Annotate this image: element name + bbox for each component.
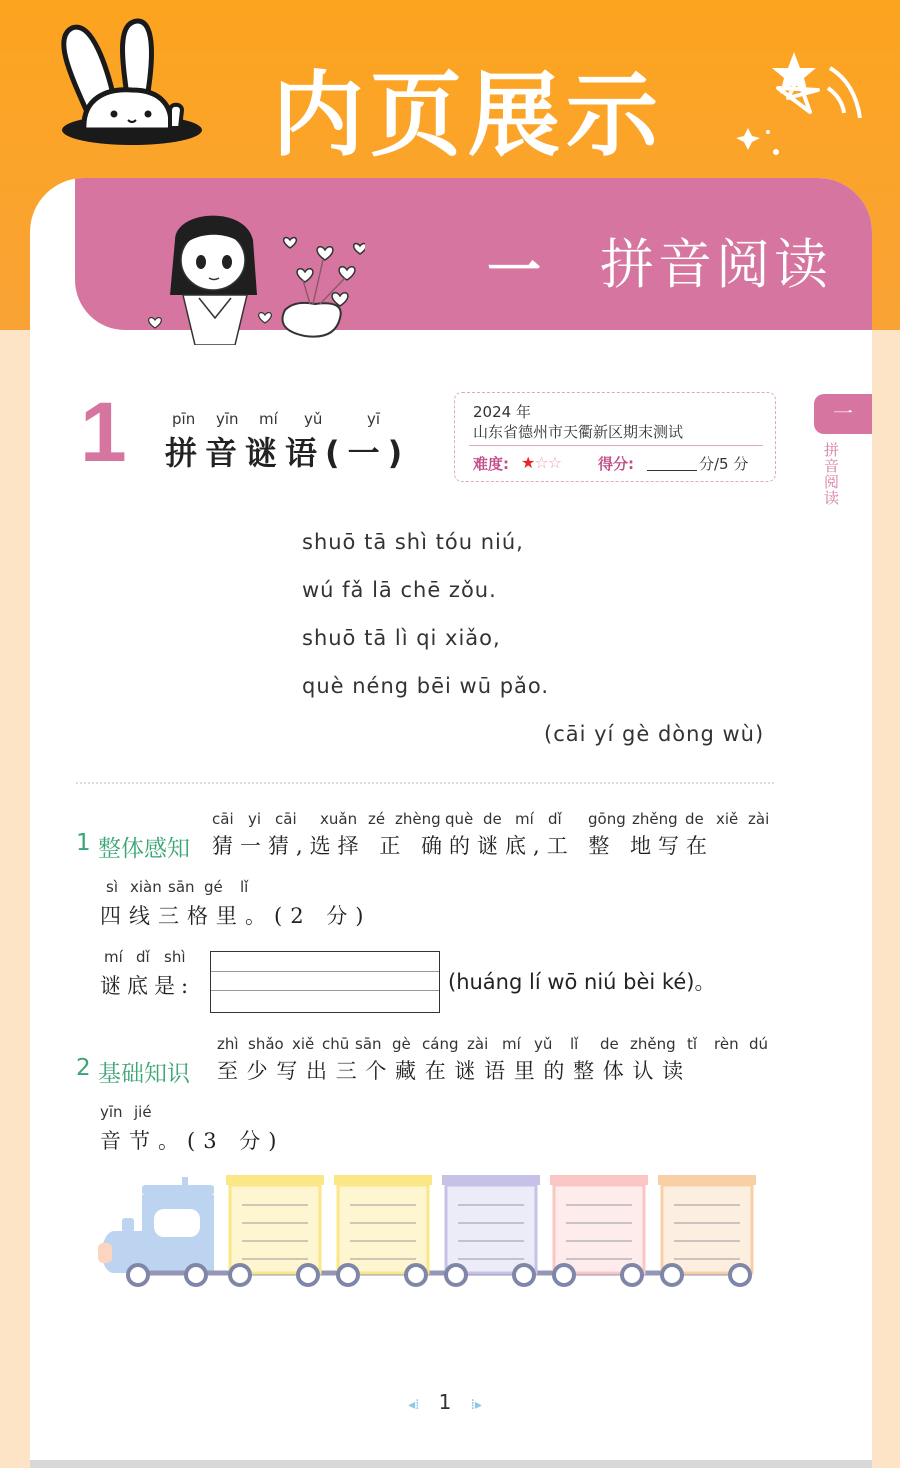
q2-pinyin: gè [392, 1035, 411, 1053]
q2-number: 2 [76, 1055, 91, 1081]
train-car[interactable] [658, 1175, 756, 1273]
exam-year: 2024 年 [473, 403, 531, 421]
page-bottom-edge [30, 1460, 872, 1468]
q2-tag: 基础知识 [98, 1061, 190, 1087]
q1-pinyin: xuǎn [320, 810, 358, 828]
q1-pinyin: dǐ [548, 810, 562, 828]
train-answer-illustration [96, 1173, 764, 1298]
q1-pinyin: sì [106, 878, 118, 896]
q2-pinyin: zài [467, 1035, 489, 1053]
q1-pinyin: lǐ [240, 878, 249, 896]
chapter-title: 拼音阅读 [600, 233, 832, 296]
star-filled-icon: ★ [521, 453, 535, 472]
q1-pinyin: cāi [212, 810, 234, 828]
q1-pinyin: de [685, 810, 704, 828]
q1-pinyin: zhěng [632, 810, 678, 828]
q1-text-2: 四线三格里。(2 分) [100, 904, 372, 928]
q2-pinyin: cáng [422, 1035, 459, 1053]
train-car[interactable] [334, 1175, 432, 1273]
q2-pinyin: zhì [217, 1035, 239, 1053]
score-suffix: 分/5 分 [699, 455, 749, 473]
q1-pinyin: xiě [716, 810, 739, 828]
q1-pinyin: cāi [275, 810, 297, 828]
difficulty-stars [521, 453, 561, 472]
difficulty-label: 难度: [473, 455, 509, 473]
exam-info-box [454, 392, 776, 482]
q1-pinyin: zé [368, 810, 386, 828]
q1-pinyin: què [445, 810, 474, 828]
q2-pinyin: mí [502, 1035, 521, 1053]
guide-line [211, 990, 439, 991]
score-blank[interactable] [647, 455, 697, 471]
answer-options: (huáng lí wō niú bèi ké)。 [448, 970, 716, 994]
answer-pinyin: mí [104, 948, 123, 966]
q1-pinyin: gé [204, 878, 223, 896]
q2-text-2: 音节。(3 分) [100, 1129, 285, 1153]
chapter-number: 一 [487, 239, 541, 302]
train-car[interactable] [226, 1175, 324, 1273]
title-pinyin: yī [367, 410, 381, 428]
side-tab-number: 一 [814, 394, 872, 434]
train-car[interactable] [550, 1175, 648, 1273]
q2-pinyin: jié [134, 1103, 152, 1121]
poem-line: shuō tā lì qi xiǎo, [302, 626, 501, 650]
poem-line: shuō tā shì tóu niú, [302, 530, 524, 554]
q2-pinyin: yǔ [534, 1035, 553, 1053]
q2-pinyin: xiě [292, 1035, 315, 1053]
answer-pinyin: dǐ [136, 948, 150, 966]
q1-pinyin: xiàn [130, 878, 162, 896]
q2-pinyin: shǎo [248, 1035, 284, 1053]
section-divider [76, 782, 774, 784]
q1-tag: 整体感知 [98, 836, 190, 862]
chapter-header [75, 178, 872, 330]
page-number-left-deco-icon: ◂⁞ [408, 1397, 420, 1413]
four-line-writing-box[interactable] [210, 951, 440, 1013]
workbook-page [30, 178, 872, 1468]
answer-pinyin: shì [164, 948, 186, 966]
q1-pinyin: zài [748, 810, 770, 828]
q2-pinyin: tǐ [687, 1035, 698, 1053]
bunny-icon [52, 18, 202, 148]
train-car[interactable] [442, 1175, 540, 1273]
q2-pinyin: zhěng [630, 1035, 676, 1053]
q2-pinyin: sān [355, 1035, 382, 1053]
title-pinyin: pīn [172, 410, 196, 428]
poem-line: què néng bēi wū pǎo. [302, 674, 550, 698]
exam-location: 山东省德州市天衢新区期末测试 [473, 423, 684, 441]
star-empty-icon: ☆ [547, 453, 562, 472]
q2-pinyin: rèn [714, 1035, 739, 1053]
poem-line: wú fǎ lā chē zǒu. [302, 578, 497, 602]
answer-label: 谜底是: [100, 974, 195, 998]
info-divider [469, 445, 763, 446]
q1-pinyin: yi [248, 810, 262, 828]
side-tab-text: 拼音阅读 [824, 441, 840, 507]
left-margin [0, 330, 30, 1468]
star-empty-icon: ☆ [534, 453, 548, 472]
q1-pinyin: sān [168, 878, 195, 896]
title-pinyin: yīn [216, 410, 239, 428]
q2-pinyin: lǐ [570, 1035, 579, 1053]
q2-pinyin: yīn [100, 1103, 123, 1121]
q1-pinyin: mí [515, 810, 534, 828]
lesson-number: 1 [80, 385, 127, 479]
q2-pinyin: de [600, 1035, 619, 1053]
page-number-right-deco-icon: ⁞▸ [470, 1397, 482, 1413]
girl-illustration-icon [135, 200, 365, 345]
right-margin [872, 330, 900, 1468]
lesson-title: 拼音谜语(一) [165, 434, 411, 472]
q1-pinyin: gōng [588, 810, 626, 828]
q2-text: 至 少 写 出 三 个 藏 在 谜 语 里 的 整 体 认 读 [217, 1059, 685, 1083]
q2-pinyin: dú [749, 1035, 769, 1053]
q2-pinyin: chū [322, 1035, 350, 1053]
title-pinyin: yǔ [304, 410, 323, 428]
q1-pinyin: de [483, 810, 502, 828]
banner-title: 内页展示 [272, 62, 665, 169]
poem-answer-hint: (cāi yí gè dòng wù) [544, 722, 765, 746]
title-pinyin: mí [259, 410, 278, 428]
q1-pinyin: zhèng [395, 810, 441, 828]
page-number-value: 1 [438, 1390, 452, 1414]
guide-line [211, 971, 439, 972]
stars-decoration-icon [730, 48, 870, 168]
page-number [385, 1390, 505, 1414]
score-label: 得分: [598, 455, 634, 473]
q1-number: 1 [76, 830, 91, 856]
q1-text: 猜一猜,选择 正 确的谜底,工 整 地写在 [212, 834, 715, 858]
